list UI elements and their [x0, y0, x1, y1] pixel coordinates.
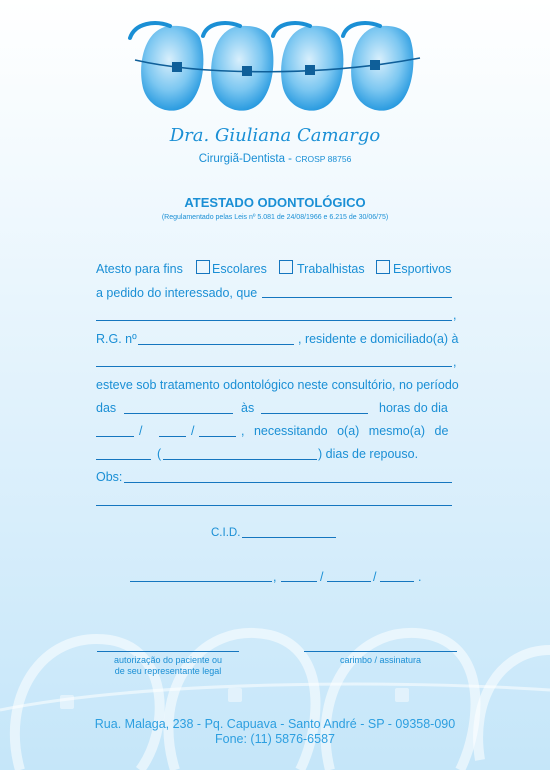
footer-phone: Fone: (11) 5876-6587	[215, 732, 335, 746]
patient-caption-line2: de seu representante legal	[114, 666, 222, 676]
patient-caption-line1: autorização do paciente ou	[113, 655, 223, 665]
profession-line	[0, 153, 550, 165]
doctor-name: Dra. Giuliana Camargo	[169, 125, 381, 146]
rest-days-number-field[interactable]	[96, 459, 151, 460]
date-slash-4: /	[373, 570, 377, 584]
option-trabalhistas-label: Trabalhistas	[297, 262, 365, 276]
period: .	[418, 570, 422, 584]
rg-field[interactable]	[138, 344, 294, 345]
hours-of-day-label: horas do dia	[379, 401, 448, 415]
teeth-with-braces-icon	[125, 18, 425, 123]
stamp-caption: carimbo / assinatura	[339, 655, 422, 665]
day-field[interactable]	[96, 436, 134, 437]
city-field[interactable]	[130, 581, 272, 582]
purpose-label: Atesto para fins	[96, 262, 183, 276]
patient-signature-caption	[97, 655, 239, 677]
obs-field[interactable]	[124, 482, 452, 483]
checkbox-esportivos[interactable]	[376, 260, 390, 274]
obs-field-2[interactable]	[96, 505, 452, 506]
footer-address: Rua. Malaga, 238 - Pq. Capuava - Santo André - SP - 09358-090	[94, 717, 456, 731]
date-slash-1: /	[139, 424, 143, 438]
month-field[interactable]	[159, 436, 186, 437]
rest-days-words-field[interactable]	[163, 459, 317, 460]
patient-name-continuation-field[interactable]	[96, 320, 452, 321]
from-label: das	[96, 401, 117, 415]
to-label: às	[241, 401, 255, 415]
option-esportivos-label: Esportivos	[393, 262, 452, 276]
request-label: a pedido do interessado, que	[96, 286, 258, 300]
crosp-separator: -	[284, 153, 296, 165]
document-title: ATESTADO ODONTOLÓGICO	[184, 195, 366, 210]
comma-2: ,	[453, 355, 457, 369]
cid-label: C.I.D.	[211, 527, 241, 539]
address-field[interactable]	[96, 366, 452, 367]
obs-label: Obs:	[96, 470, 123, 484]
rg-label: R.G. nº	[96, 332, 137, 346]
from-time-field[interactable]	[124, 413, 233, 414]
sign-month-field[interactable]	[327, 581, 371, 582]
profession: Cirurgiã-Dentista	[198, 153, 285, 165]
date-slash-2: /	[191, 424, 195, 438]
treatment-text: esteve sob tratamento odontológico neste consultório, no período	[96, 378, 459, 392]
comma-1: ,	[453, 308, 457, 322]
sign-day-field[interactable]	[281, 581, 317, 582]
to-time-field[interactable]	[261, 413, 368, 414]
sign-year-field[interactable]	[380, 581, 414, 582]
document-subtitle: (Regulamentado pelas Leis nº 5.081 de 24/08/1966 e 6.215 de 30/06/75)	[161, 214, 389, 221]
patient-name-field[interactable]	[262, 297, 452, 298]
date-slash-3: /	[320, 570, 324, 584]
option-escolares-label: Escolares	[212, 262, 267, 276]
rest-days-label: ) dias de repouso.	[318, 447, 419, 461]
residence-label: , residente e domiciliado(a) à	[298, 332, 459, 346]
stamp-signature-line[interactable]	[304, 651, 457, 652]
comma-3: ,	[273, 570, 277, 584]
paren-open: (	[157, 447, 162, 461]
patient-signature-line[interactable]	[97, 651, 239, 652]
checkbox-escolares[interactable]	[196, 260, 210, 274]
year-field[interactable]	[199, 436, 236, 437]
checkbox-trabalhistas[interactable]	[279, 260, 293, 274]
cid-field[interactable]	[242, 537, 336, 538]
rest-needed-label: , necessitando o(a) mesmo(a) de	[241, 424, 449, 438]
crosp-number: CROSP 88756	[295, 154, 352, 164]
